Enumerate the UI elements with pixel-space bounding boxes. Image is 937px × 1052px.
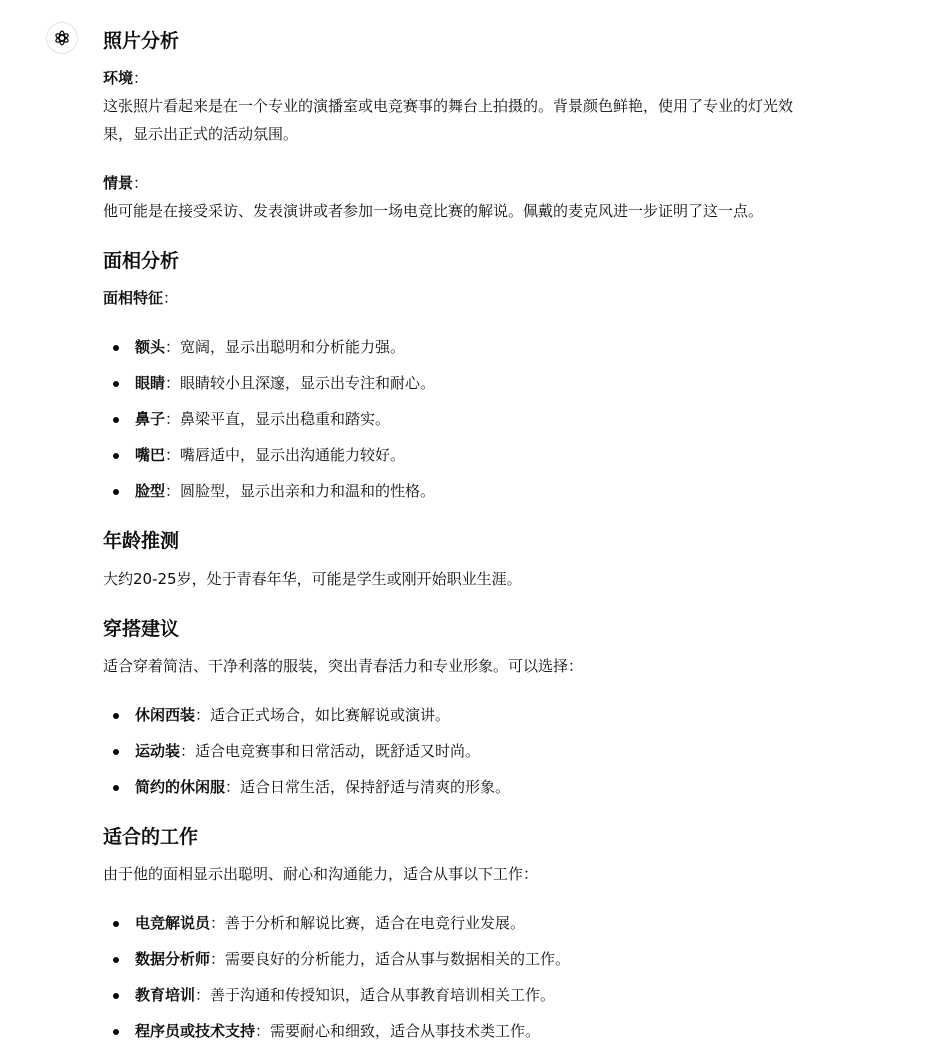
list-item-text: 适合电竞赛事和日常活动，既舒适又时尚。 bbox=[195, 742, 481, 760]
list-item: 简约的休闲服：适合日常生活，保持舒适与清爽的形象。 bbox=[135, 773, 510, 801]
list-item-text: 适合日常生活，保持舒适与清爽的形象。 bbox=[240, 778, 511, 796]
list-item-term: 电竞解说员 bbox=[135, 914, 211, 932]
list-item-term: 运动装 bbox=[135, 742, 181, 760]
list-item-term: 简约的休闲服 bbox=[135, 778, 226, 796]
list-item: 额头：宽阔，显示出聪明和分析能力强。 bbox=[135, 333, 405, 361]
list-item: 脸型：圆脸型，显示出亲和力和温和的性格。 bbox=[135, 477, 435, 505]
list-item: 休闲西装：适合正式场合，如比赛解说或演讲。 bbox=[135, 701, 450, 729]
list-item: 程序员或技术支持：需要耐心和细致，适合从事技术类工作。 bbox=[135, 1017, 540, 1045]
heading-outfit: 穿搭建议 bbox=[103, 618, 180, 640]
list-item-term: 鼻子 bbox=[135, 410, 166, 428]
list-item: 电竞解说员：善于分析和解说比赛，适合在电竞行业发展。 bbox=[135, 909, 525, 937]
list-item-text: 善于沟通和传授知识，适合从事教育培训相关工作。 bbox=[210, 986, 556, 1004]
list-item-text: 需要良好的分析能力，适合从事与数据相关的工作。 bbox=[225, 950, 571, 968]
list-item-text: 宽阔，显示出聪明和分析能力强。 bbox=[180, 338, 406, 356]
outfit-intro: 适合穿着简洁、干净利落的服装，突出青春活力和专业形象。可以选择： bbox=[103, 657, 584, 675]
list-item-text: 嘴唇适中，显示出沟通能力较好。 bbox=[180, 446, 406, 464]
env-label: 环境 bbox=[103, 69, 134, 87]
heading-face-analysis: 面相分析 bbox=[103, 250, 180, 272]
scene-label-line: 情景： bbox=[103, 174, 149, 192]
list-item-term: 休闲西装 bbox=[135, 706, 196, 724]
assistant-avatar bbox=[46, 22, 78, 54]
list-item: 数据分析师：需要良好的分析能力，适合从事与数据相关的工作。 bbox=[135, 945, 570, 973]
scene-label: 情景 bbox=[103, 174, 134, 192]
list-item: 鼻子：鼻梁平直，显示出稳重和踏实。 bbox=[135, 405, 390, 433]
list-item-term: 数据分析师 bbox=[135, 950, 211, 968]
heading-photo-analysis: 照片分析 bbox=[103, 30, 180, 52]
jobs-intro: 由于他的面相显示出聪明、耐心和沟通能力，适合从事以下工作： bbox=[103, 865, 539, 883]
heading-age: 年龄推测 bbox=[103, 530, 180, 552]
age-text: 大约20-25岁，处于青春年华，可能是学生或刚开始职业生涯。 bbox=[103, 570, 522, 588]
list-item: 运动装：适合电竞赛事和日常活动，既舒适又时尚。 bbox=[135, 737, 480, 765]
list-item-term: 额头 bbox=[135, 338, 166, 356]
list-item-term: 嘴巴 bbox=[135, 446, 166, 464]
list-item-text: 适合正式场合，如比赛解说或演讲。 bbox=[210, 706, 451, 724]
list-item: 嘴巴：嘴唇适中，显示出沟通能力较好。 bbox=[135, 441, 405, 469]
scene-text: 他可能是在接受采访、发表演讲或者参加一场电竞比赛的解说。佩戴的麦克风进一步证明了这一点。 bbox=[103, 202, 764, 220]
list-item-term: 脸型 bbox=[135, 482, 166, 500]
face-label-line: 面相特征： bbox=[103, 289, 179, 307]
env-text: 这张照片看起来是在一个专业的演播室或电竞赛事的舞台上拍摄的。背景颜色鲜艳，使用了专业的灯光效果，显示出正式的活动氛围。 bbox=[103, 97, 794, 143]
list-item: 眼睛：眼睛较小且深邃，显示出专注和耐心。 bbox=[135, 369, 435, 397]
list-item: 教育培训：善于沟通和传授知识，适合从事教育培训相关工作。 bbox=[135, 981, 555, 1009]
list-item-text: 圆脸型，显示出亲和力和温和的性格。 bbox=[180, 482, 436, 500]
list-item-text: 鼻梁平直，显示出稳重和踏实。 bbox=[180, 410, 391, 428]
list-item-text: 需要耐心和细致，适合从事技术类工作。 bbox=[270, 1022, 541, 1040]
list-item-text: 善于分析和解说比赛，适合在电竞行业发展。 bbox=[225, 914, 526, 932]
list-item-term: 程序员或技术支持 bbox=[135, 1022, 256, 1040]
face-label: 面相特征 bbox=[103, 289, 164, 307]
list-item-term: 教育培训 bbox=[135, 986, 196, 1004]
env-label-line: 环境： bbox=[103, 69, 149, 87]
list-item-term: 眼睛 bbox=[135, 374, 166, 392]
openai-logo-icon bbox=[52, 28, 72, 48]
list-item-text: 眼睛较小且深邃，显示出专注和耐心。 bbox=[180, 374, 436, 392]
heading-jobs: 适合的工作 bbox=[103, 826, 199, 848]
